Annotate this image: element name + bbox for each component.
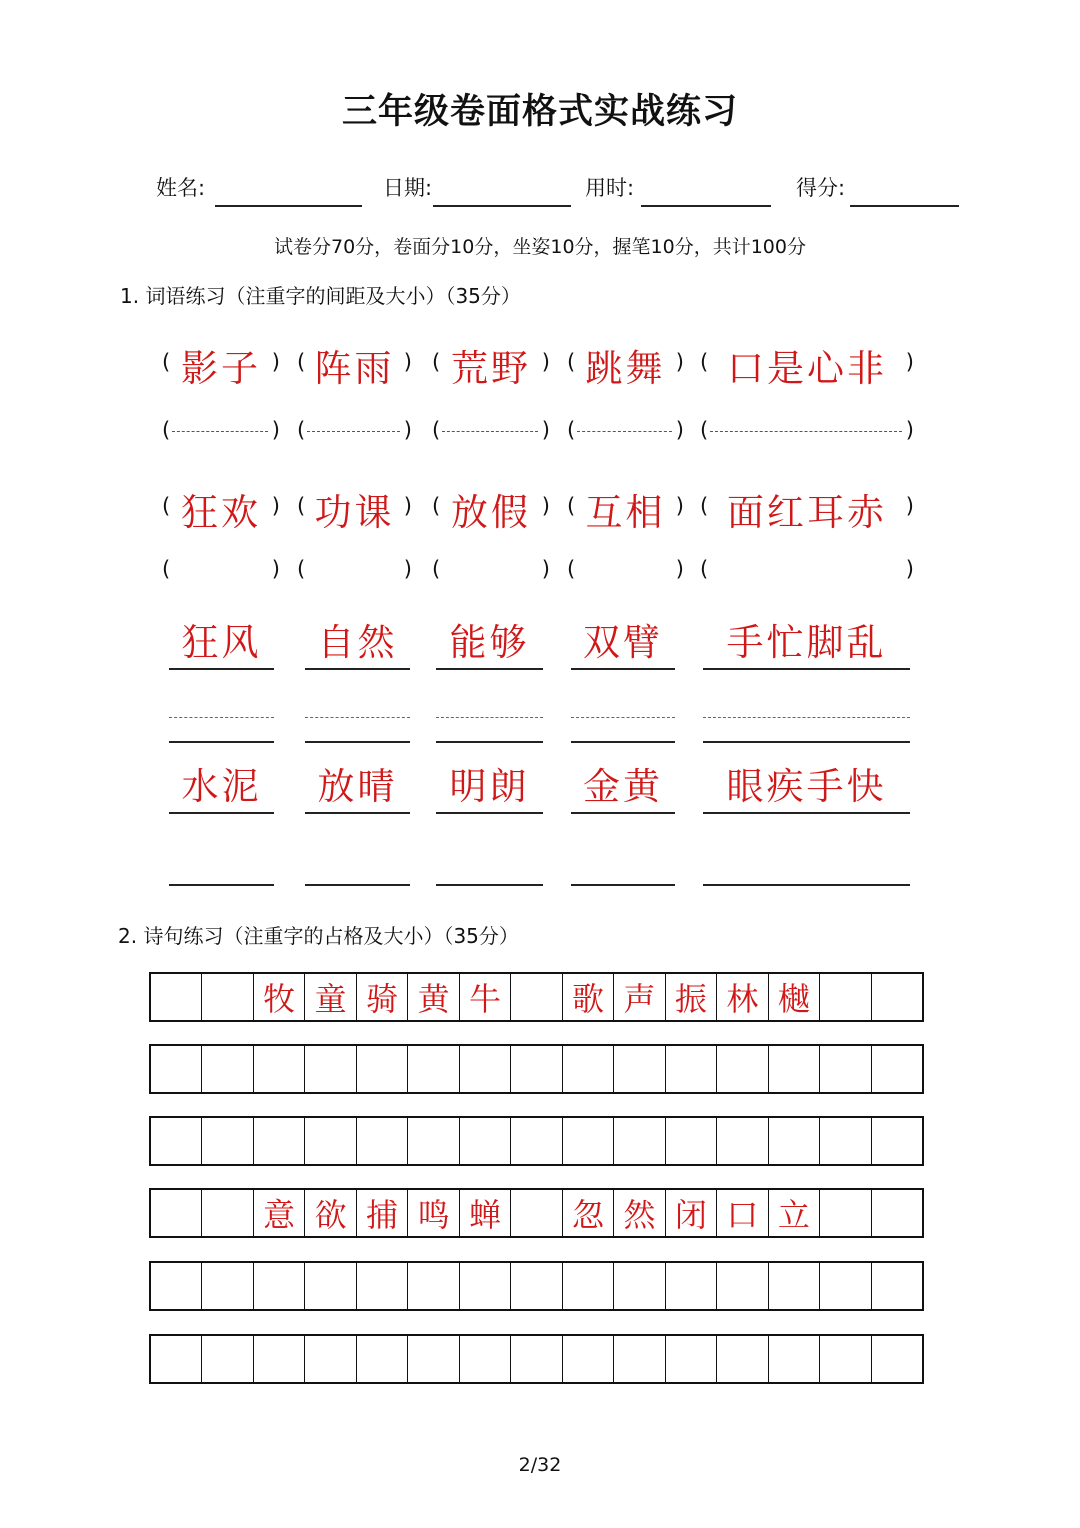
writing-underline [169, 668, 274, 670]
right-paren: ) [271, 494, 280, 518]
underline-word-slot[interactable] [436, 830, 543, 886]
grid-cell[interactable] [151, 974, 202, 1020]
grid-cell[interactable] [820, 974, 871, 1020]
underline-word-slot [169, 758, 274, 814]
right-paren: ) [541, 418, 550, 442]
right-paren: ) [271, 557, 280, 581]
left-paren: ( [432, 350, 441, 374]
underline-word-slot [703, 758, 910, 814]
grid-cell[interactable] [820, 1336, 871, 1382]
grid-cell[interactable] [254, 1046, 305, 1092]
writing-underline [703, 884, 910, 886]
poem-grid-row [149, 1044, 924, 1094]
grid-cell[interactable] [511, 1046, 562, 1092]
grid-cell[interactable] [151, 1190, 202, 1236]
writing-underline [305, 884, 410, 886]
date-label: 日期: [383, 176, 433, 200]
poem-grid-row [149, 972, 924, 1022]
dotted-guide-line [436, 717, 543, 718]
name-field[interactable] [215, 205, 362, 207]
underline-word-slot [436, 614, 543, 670]
grid-cell[interactable] [614, 1336, 665, 1382]
writing-underline [571, 741, 675, 743]
dotted-guide-line [305, 717, 410, 718]
section1-heading: 1. 词语练习（注重字的间距及大小）（35分） [120, 284, 521, 308]
grid-cell[interactable] [151, 1046, 202, 1092]
paren-word-slot[interactable] [567, 418, 684, 448]
paren-word-slot [567, 491, 684, 534]
handwritten-word: 自然 [317, 621, 398, 664]
left-paren: ( [297, 494, 306, 518]
writing-underline [305, 741, 410, 743]
paren-word-slot [432, 491, 550, 534]
paren-word-slot[interactable] [567, 557, 684, 587]
grid-cell[interactable] [769, 1118, 820, 1164]
grid-cell[interactable] [202, 1190, 253, 1236]
handwritten-word: 能够 [449, 621, 530, 664]
writing-underline [703, 741, 910, 743]
grid-cell[interactable] [717, 1263, 768, 1309]
right-paren: ) [403, 350, 412, 374]
grid-cell: 鸣 [408, 1190, 459, 1236]
handwritten-word: 口是心非 [727, 347, 887, 390]
score-field[interactable] [850, 205, 959, 207]
grid-cell[interactable] [820, 1263, 871, 1309]
left-paren: ( [297, 418, 306, 442]
right-paren: ) [271, 418, 280, 442]
paren-word-slot[interactable] [162, 418, 280, 448]
grid-cell[interactable] [408, 1336, 459, 1382]
writing-underline [169, 741, 274, 743]
grid-cell: 林 [717, 974, 768, 1020]
writing-underline [169, 812, 274, 814]
paren-word-slot [432, 347, 550, 390]
grid-cell[interactable] [563, 1046, 614, 1092]
grid-cell[interactable] [511, 1263, 562, 1309]
left-paren: ( [297, 557, 306, 581]
grid-cell[interactable] [820, 1190, 871, 1236]
right-paren: ) [271, 350, 280, 374]
underline-word-slot [703, 614, 910, 670]
grid-cell[interactable] [202, 1118, 253, 1164]
grid-cell[interactable] [357, 1046, 408, 1092]
underline-word-slot [571, 614, 675, 670]
left-paren: ( [162, 418, 171, 442]
paren-word-slot[interactable] [297, 418, 412, 448]
grid-cell: 振 [666, 974, 717, 1020]
writing-underline [436, 812, 543, 814]
handwritten-word: 手忙脚乱 [726, 621, 887, 664]
date-field[interactable] [433, 205, 571, 207]
dotted-guide-line [172, 431, 268, 432]
grid-cell[interactable] [666, 1118, 717, 1164]
handwritten-word: 眼疾手快 [726, 765, 887, 808]
underline-word-slot [305, 758, 410, 814]
left-paren: ( [162, 350, 171, 374]
dotted-guide-line [703, 717, 910, 718]
grid-cell[interactable] [717, 1046, 768, 1092]
grid-cell: 牛 [460, 974, 511, 1020]
dotted-guide-line [442, 431, 538, 432]
dotted-guide-line [577, 431, 672, 432]
dotted-guide-line [710, 431, 902, 432]
left-paren: ( [567, 557, 576, 581]
grid-cell[interactable] [357, 1118, 408, 1164]
underline-word-slot[interactable] [436, 687, 543, 743]
score-note: 试卷分70分，卷面分10分，坐姿10分，握笔10分，共计100分 [274, 236, 806, 258]
grid-cell[interactable] [769, 1263, 820, 1309]
grid-cell[interactable] [460, 1336, 511, 1382]
handwritten-word: 跳舞 [585, 347, 666, 390]
underline-word-slot[interactable] [571, 687, 675, 743]
right-paren: ) [905, 557, 914, 581]
underline-word-slot [305, 614, 410, 670]
handwritten-word: 放假 [451, 491, 531, 534]
left-paren: ( [700, 350, 709, 374]
grid-cell[interactable] [305, 1046, 356, 1092]
time-field[interactable] [641, 205, 771, 207]
grid-cell: 口 [717, 1190, 768, 1236]
right-paren: ) [905, 350, 914, 374]
writing-underline [436, 741, 543, 743]
writing-underline [305, 812, 410, 814]
page-number: 2/32 [518, 1454, 562, 1476]
left-paren: ( [567, 418, 576, 442]
handwritten-word: 明朗 [449, 765, 530, 808]
right-paren: ) [541, 350, 550, 374]
dotted-guide-line [571, 717, 675, 718]
handwritten-word: 放晴 [317, 765, 398, 808]
writing-underline [571, 812, 675, 814]
poem-grid-row [149, 1116, 924, 1166]
handwritten-word: 影子 [181, 347, 261, 390]
right-paren: ) [541, 494, 550, 518]
grid-cell[interactable] [511, 974, 562, 1020]
left-paren: ( [162, 557, 171, 581]
right-paren: ) [675, 418, 684, 442]
handwritten-word: 互相 [585, 491, 666, 534]
handwritten-word: 金黄 [583, 765, 663, 808]
grid-cell[interactable] [872, 1046, 922, 1092]
paren-word-slot [297, 491, 412, 534]
right-paren: ) [675, 494, 684, 518]
grid-cell[interactable] [820, 1046, 871, 1092]
grid-cell[interactable] [511, 1118, 562, 1164]
grid-cell: 樾 [769, 974, 820, 1020]
grid-cell[interactable] [151, 1336, 202, 1382]
grid-cell[interactable] [357, 1263, 408, 1309]
underline-word-slot[interactable] [703, 830, 910, 886]
grid-cell[interactable] [460, 1046, 511, 1092]
writing-underline [169, 884, 274, 886]
underline-word-slot [169, 614, 274, 670]
left-paren: ( [432, 494, 441, 518]
grid-cell[interactable] [511, 1190, 562, 1236]
grid-cell[interactable] [563, 1263, 614, 1309]
paren-word-slot[interactable] [432, 418, 550, 448]
page-title: 三年级卷面格式实战练习 [341, 92, 738, 132]
right-paren: ) [905, 418, 914, 442]
paren-word-slot [297, 347, 412, 390]
handwritten-word: 面红耳赤 [727, 491, 887, 534]
grid-cell[interactable] [614, 1118, 665, 1164]
grid-cell[interactable] [305, 1263, 356, 1309]
dotted-guide-line [307, 431, 400, 432]
underline-word-slot [436, 758, 543, 814]
grid-cell[interactable] [408, 1118, 459, 1164]
grid-cell[interactable] [717, 1336, 768, 1382]
paren-word-slot [700, 347, 914, 390]
handwritten-word: 水泥 [181, 765, 262, 808]
underline-word-slot[interactable] [571, 830, 675, 886]
underline-word-slot [571, 758, 675, 814]
grid-cell[interactable] [202, 1046, 253, 1092]
grid-cell[interactable] [202, 974, 253, 1020]
grid-cell[interactable] [511, 1336, 562, 1382]
writing-underline [305, 668, 410, 670]
writing-underline [703, 812, 910, 814]
grid-cell[interactable] [769, 1336, 820, 1382]
grid-cell: 童 [305, 974, 356, 1020]
right-paren: ) [403, 418, 412, 442]
grid-cell[interactable] [202, 1336, 253, 1382]
grid-cell[interactable] [872, 974, 922, 1020]
grid-cell[interactable] [872, 1118, 922, 1164]
grid-cell[interactable] [666, 1046, 717, 1092]
grid-cell[interactable] [666, 1263, 717, 1309]
grid-cell[interactable] [614, 1046, 665, 1092]
grid-cell[interactable] [408, 1263, 459, 1309]
time-label: 用时: [585, 176, 635, 200]
grid-cell[interactable] [305, 1118, 356, 1164]
underline-word-slot[interactable] [305, 830, 410, 886]
underline-word-slot[interactable] [169, 830, 274, 886]
paren-word-slot [162, 347, 280, 390]
paren-word-slot[interactable] [700, 418, 914, 448]
grid-cell: 意 [254, 1190, 305, 1236]
grid-cell[interactable] [305, 1336, 356, 1382]
grid-cell[interactable] [254, 1118, 305, 1164]
grid-cell[interactable] [872, 1336, 922, 1382]
grid-cell[interactable] [872, 1263, 922, 1309]
grid-cell: 声 [614, 974, 665, 1020]
grid-cell: 骑 [357, 974, 408, 1020]
paren-word-slot [700, 491, 914, 534]
writing-underline [571, 884, 675, 886]
dotted-guide-line [169, 717, 274, 718]
writing-underline [703, 668, 910, 670]
grid-cell: 黄 [408, 974, 459, 1020]
grid-cell[interactable] [666, 1336, 717, 1382]
grid-cell[interactable] [254, 1263, 305, 1309]
grid-cell: 闭 [666, 1190, 717, 1236]
left-paren: ( [567, 494, 576, 518]
score-label: 得分: [796, 176, 846, 200]
paren-word-slot [567, 347, 684, 390]
grid-cell[interactable] [357, 1336, 408, 1382]
handwritten-word: 荒野 [451, 347, 531, 390]
grid-cell[interactable] [151, 1263, 202, 1309]
left-paren: ( [432, 557, 441, 581]
left-paren: ( [162, 494, 171, 518]
underline-word-slot[interactable] [169, 687, 274, 743]
left-paren: ( [700, 418, 709, 442]
writing-underline [436, 668, 543, 670]
grid-cell[interactable] [202, 1263, 253, 1309]
poem-grid-row [149, 1261, 924, 1311]
grid-cell[interactable] [408, 1046, 459, 1092]
grid-cell[interactable] [563, 1118, 614, 1164]
grid-cell[interactable] [872, 1190, 922, 1236]
paren-word-slot [162, 491, 280, 534]
right-paren: ) [403, 557, 412, 581]
paren-word-slot[interactable] [162, 557, 280, 587]
left-paren: ( [297, 350, 306, 374]
grid-cell[interactable] [614, 1263, 665, 1309]
underline-word-slot[interactable] [703, 687, 910, 743]
grid-cell: 蝉 [460, 1190, 511, 1236]
left-paren: ( [700, 494, 709, 518]
handwritten-word: 功课 [314, 491, 395, 534]
grid-cell: 然 [614, 1190, 665, 1236]
handwritten-word: 双臂 [583, 621, 663, 664]
grid-cell[interactable] [151, 1118, 202, 1164]
grid-cell[interactable] [717, 1118, 768, 1164]
right-paren: ) [403, 494, 412, 518]
right-paren: ) [541, 557, 550, 581]
paren-word-slot[interactable] [432, 557, 550, 587]
grid-cell[interactable] [254, 1336, 305, 1382]
grid-cell[interactable] [769, 1046, 820, 1092]
grid-cell[interactable] [460, 1263, 511, 1309]
poem-grid-row [149, 1188, 924, 1238]
handwritten-word: 阵雨 [314, 347, 395, 390]
writing-underline [436, 884, 543, 886]
underline-word-slot[interactable] [305, 687, 410, 743]
grid-cell[interactable] [460, 1118, 511, 1164]
grid-cell: 歌 [563, 974, 614, 1020]
paren-word-slot[interactable] [297, 557, 412, 587]
grid-cell: 立 [769, 1190, 820, 1236]
grid-cell: 牧 [254, 974, 305, 1020]
grid-cell[interactable] [563, 1336, 614, 1382]
handwritten-word: 狂风 [181, 621, 262, 664]
handwritten-word: 狂欢 [181, 491, 261, 534]
writing-underline [571, 668, 675, 670]
left-paren: ( [567, 350, 576, 374]
left-paren: ( [700, 557, 709, 581]
right-paren: ) [675, 557, 684, 581]
name-label: 姓名: [156, 176, 206, 200]
grid-cell: 欲 [305, 1190, 356, 1236]
grid-cell: 忽 [563, 1190, 614, 1236]
grid-cell: 捕 [357, 1190, 408, 1236]
section2-heading: 2. 诗句练习（注重字的占格及大小）（35分） [118, 924, 519, 948]
left-paren: ( [432, 418, 441, 442]
right-paren: ) [905, 494, 914, 518]
grid-cell[interactable] [820, 1118, 871, 1164]
paren-word-slot[interactable] [700, 557, 914, 587]
right-paren: ) [675, 350, 684, 374]
poem-grid-row [149, 1334, 924, 1384]
